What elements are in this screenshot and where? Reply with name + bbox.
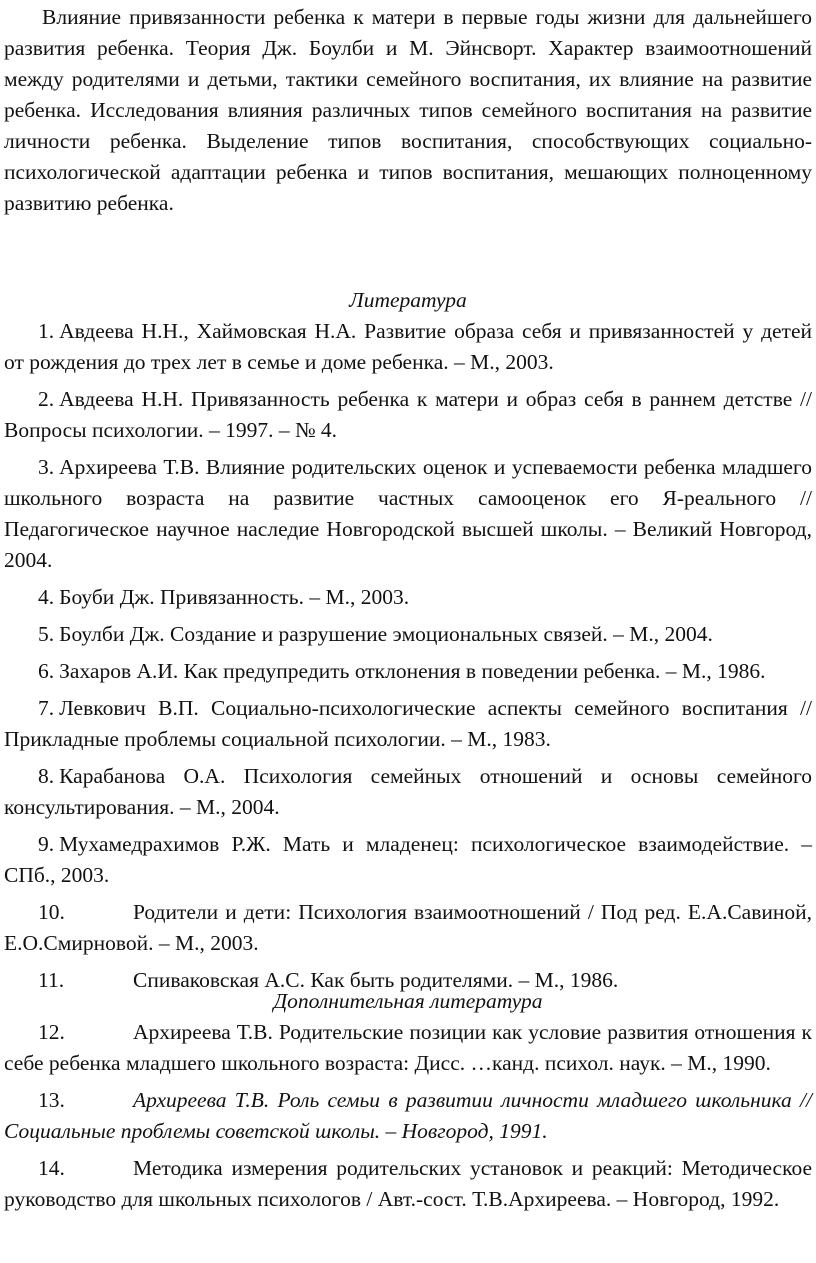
additional-literature-item — [4, 1017, 812, 1079]
item-text: Захаров А.И. Как предупредить отклонения в поведении ребенка. – М., 1986. — [59, 659, 766, 683]
item-number: 7. — [38, 696, 55, 720]
item-number: 12. — [38, 1020, 65, 1044]
item-number: 10. — [38, 900, 65, 924]
literature-item — [4, 829, 812, 891]
item-text: Архиреева Т.В. Влияние родительских оценок и успеваемости ребенка младшего школьного возраста на развитие частных самооценок его Я-реального // Педагогическое научное наследие Новгородской высшей школы. – Великий Новгород, 2004. — [4, 455, 812, 572]
additional-literature-list — [4, 1017, 812, 1221]
literature-item — [4, 656, 812, 687]
literature-item — [4, 316, 812, 378]
literature-heading: Литература — [349, 288, 467, 312]
item-text: Авдеева Н.Н. Привязанность ребенка к матери и образ себя в раннем детстве // Вопросы психологии. – 1997. – № 4. — [4, 387, 812, 442]
literature-item — [4, 384, 812, 446]
item-number: 8. — [38, 764, 55, 788]
item-text: Мухамедрахимов Р.Ж. Мать и младенец: психологическое взаимодействие. – СПб., 2003. — [4, 832, 812, 887]
literature-item — [4, 897, 812, 959]
item-number: 4. — [38, 585, 55, 609]
item-number: 5. — [38, 622, 55, 646]
item-text: Методика измерения родительских установок и реакций: Методическое руководство для школьных психологов / Авт.-сост. Т.В.Архиреева. – Новгород, 1992. — [4, 1156, 812, 1211]
item-text: Боуби Дж. Привязанность. – М., 2003. — [59, 585, 410, 609]
item-number: 6. — [38, 659, 55, 683]
item-text: Родители и дети: Психология взаимоотношений / Под ред. Е.А.Савиной, Е.О.Смирновой. – М., 2003. — [4, 900, 812, 955]
item-number: 11. — [38, 968, 65, 992]
additional-literature-item — [4, 1153, 812, 1215]
item-text: Архиреева Т.В. Родительские позиции как условие развития отношения к себе ребенка младшего школьного возраста: Дисс. …канд. психол. наук. – М., 1990. — [4, 1020, 812, 1075]
additional-literature-item — [4, 1085, 812, 1147]
intro-paragraph: Влияние привязанности ребенка к матери в первые годы жизни для дальнейшего развития ребенка. Теория Дж. Боулби и М. Эйнсворт. Характер взаимоотношений между родителями и детьми, тактики семейного воспитания, их влияние на развитие ребенка. Исследования влияния различных типов семейного воспитания на развитие личности ребенка. Выделение типов воспитания, способствующих социально-психологической адаптации ребенка и типов воспитания, мешающих полноценному развитию ребенка. — [4, 5, 812, 215]
literature-item — [4, 693, 812, 755]
item-text: Спиваковская А.С. Как быть родителями. – М., 1986. — [133, 968, 619, 992]
item-number: 1. — [38, 319, 55, 343]
additional-literature-heading: Дополнительная литература — [273, 989, 543, 1013]
item-number: 13. — [38, 1088, 65, 1112]
literature-list — [4, 316, 812, 1002]
literature-item — [4, 582, 812, 613]
item-number: 2. — [38, 387, 55, 411]
literature-item — [4, 761, 812, 823]
item-number: 9. — [38, 832, 55, 856]
item-text: Боулби Дж. Создание и разрушение эмоциональных связей. – М., 2004. — [59, 622, 713, 646]
literature-item — [4, 619, 812, 650]
item-number: 14. — [38, 1156, 65, 1180]
item-number: 3. — [38, 455, 55, 479]
item-text: Архиреева Т.В. Роль семьи в развитии личности младшего школьника // Социальные проблемы советской школы. – Новгород, 1991. — [4, 1088, 812, 1143]
item-text: Авдеева Н.Н., Хаймовская Н.А. Развитие образа себя и привязанностей у детей от рождения до трех лет в семье и доме ребенка. – М., 2003. — [4, 319, 812, 374]
item-text: Карабанова О.А. Психология семейных отношений и основы семейного консультирования. – М., 2004. — [4, 764, 812, 819]
literature-item — [4, 452, 812, 576]
item-text: Левкович В.П. Социально-психологические аспекты семейного воспитания // Прикладные проблемы социальной психологии. – М., 1983. — [4, 696, 812, 751]
